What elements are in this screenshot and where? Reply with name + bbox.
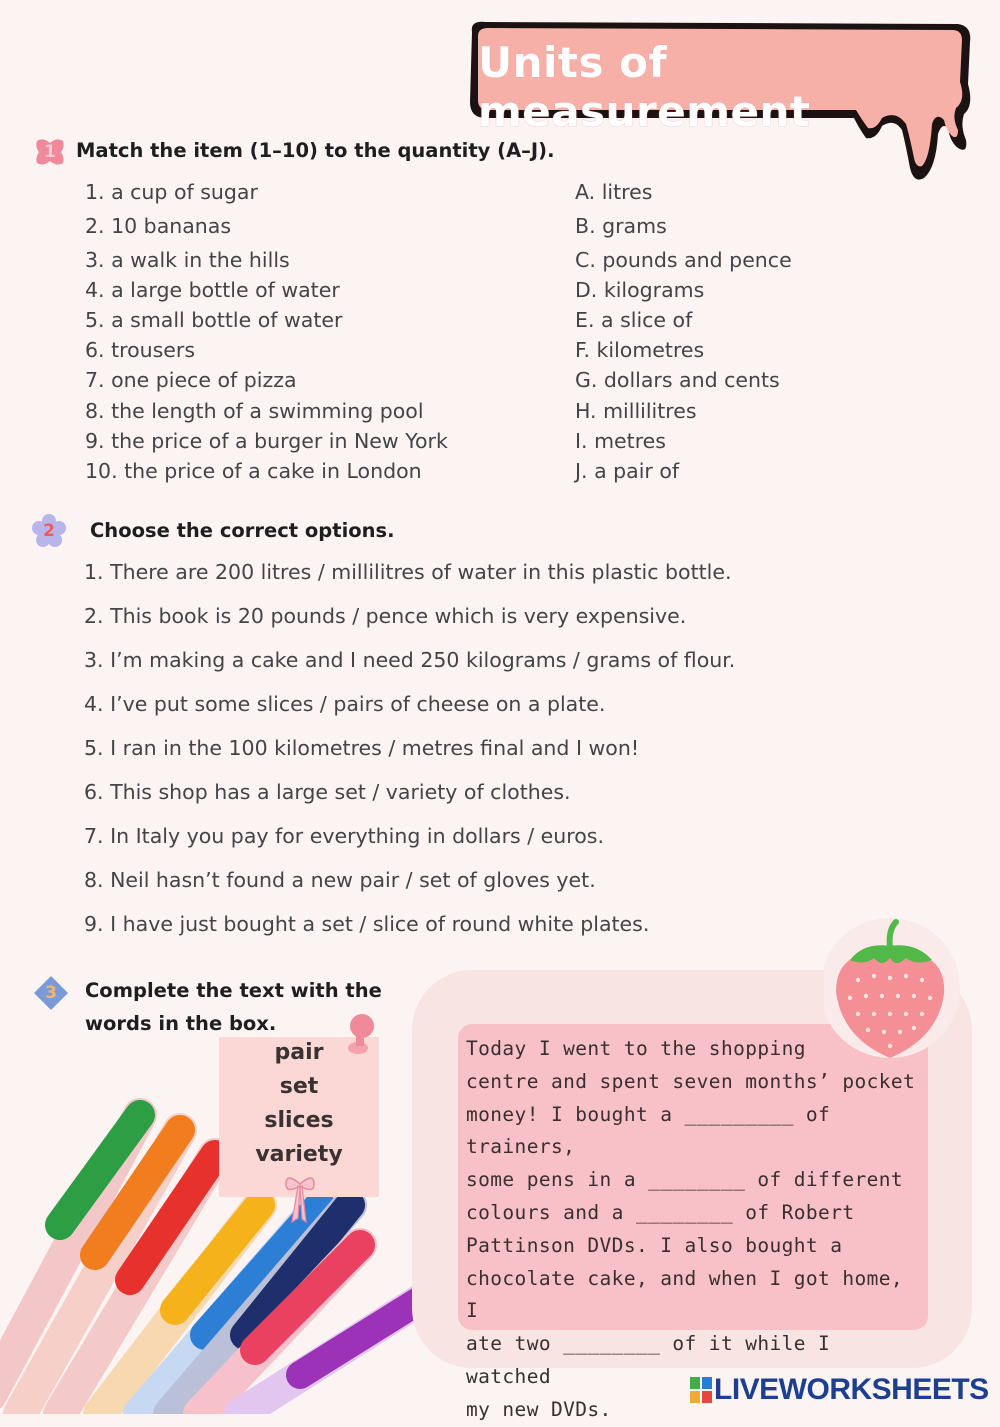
list-item: 1. a cup of sugar (85, 180, 258, 204)
list-item: 9. I have just bought a set / slice of round white plates. (84, 912, 650, 936)
list-item: C. pounds and pence (575, 248, 792, 272)
section-3-heading-line1: Complete the text with the (85, 979, 382, 1002)
section-1-heading: Match the item (1–10) to the quantity (A–J). (76, 139, 555, 162)
list-item: 8. Neil hasn’t found a new pair / set of gloves yet. (84, 868, 596, 892)
list-item: 6. trousers (85, 338, 196, 362)
story-line: chocolate cake, and when I got home, I (466, 1266, 904, 1323)
list-item: 4. I’ve put some slices / pairs of cheese on a plate. (84, 692, 606, 716)
list-item: 9. the price of a burger in New York (85, 429, 448, 453)
list-item: 5. a small bottle of water (85, 308, 343, 332)
list-item: I. metres (575, 429, 666, 453)
list-item: 5. I ran in the 100 kilometres / metres final and I won! (84, 736, 640, 760)
list-item: G. dollars and cents (575, 368, 780, 392)
list-item: F. kilometres (575, 338, 705, 362)
word-pair: pair (274, 1040, 324, 1065)
section-2-heading: Choose the correct options. (90, 519, 395, 542)
list-item: 7. In Italy you pay for everything in dollars / euros. (84, 824, 604, 848)
section-3-heading-line2: words in the box. (85, 1012, 277, 1035)
story-line: Pattinson DVDs. I also bought a (466, 1233, 843, 1257)
logo-text: LIVEWORKSHEETS (714, 1373, 989, 1406)
list-item: J. a pair of (575, 459, 680, 483)
list-item: D. kilograms (575, 278, 705, 302)
page-title: Units of measurement (478, 38, 811, 136)
liveworksheets-logo[interactable] (690, 1374, 989, 1406)
list-item: 8. the length of a swimming pool (85, 399, 424, 423)
word-slices: slices (264, 1108, 334, 1133)
story-line: centre and spent seven months’ pocket (466, 1069, 916, 1093)
list-item: 3. a walk in the hills (85, 248, 290, 272)
section-2-number: 2 (43, 521, 55, 541)
list-item: 3. I’m making a cake and I need 250 kilograms / grams of flour. (84, 648, 736, 672)
list-item: E. a slice of (575, 308, 693, 332)
story-line: ate two ________ of it while I watched (466, 1332, 831, 1388)
story-line: some pens in a ________ of different (466, 1168, 904, 1192)
list-item: H. millilitres (575, 399, 697, 423)
bow-icon (282, 1172, 318, 1226)
story-line: Today I went to the shopping (466, 1037, 806, 1060)
list-item: B. grams (575, 214, 667, 238)
word-set: set (279, 1074, 319, 1099)
section-3-number: 3 (45, 983, 57, 1003)
list-item: 7. one piece of pizza (85, 368, 297, 392)
list-item: 1. There are 200 litres / millilitres of water in this plastic bottle. (84, 560, 732, 584)
story-line: my new DVDs. (466, 1397, 612, 1421)
list-item: 2. 10 bananas (85, 214, 232, 238)
section-1-number: 1 (44, 142, 56, 162)
list-item: 2. This book is 20 pounds / pence which is very expensive. (84, 604, 687, 628)
story-text (466, 1033, 926, 1427)
word-variety: variety (255, 1142, 343, 1167)
story-line: money! I bought a _________ of trainers, (466, 1102, 831, 1159)
story-line: colours and a ________ of Robert (466, 1200, 855, 1224)
list-item: 4. a large bottle of water (85, 278, 340, 302)
logo-badge-icon (690, 1377, 712, 1403)
list-item: 6. This shop has a large set / variety of clothes. (84, 780, 571, 804)
list-item: A. litres (575, 180, 653, 204)
list-item: 10. the price of a cake in London (85, 459, 422, 483)
